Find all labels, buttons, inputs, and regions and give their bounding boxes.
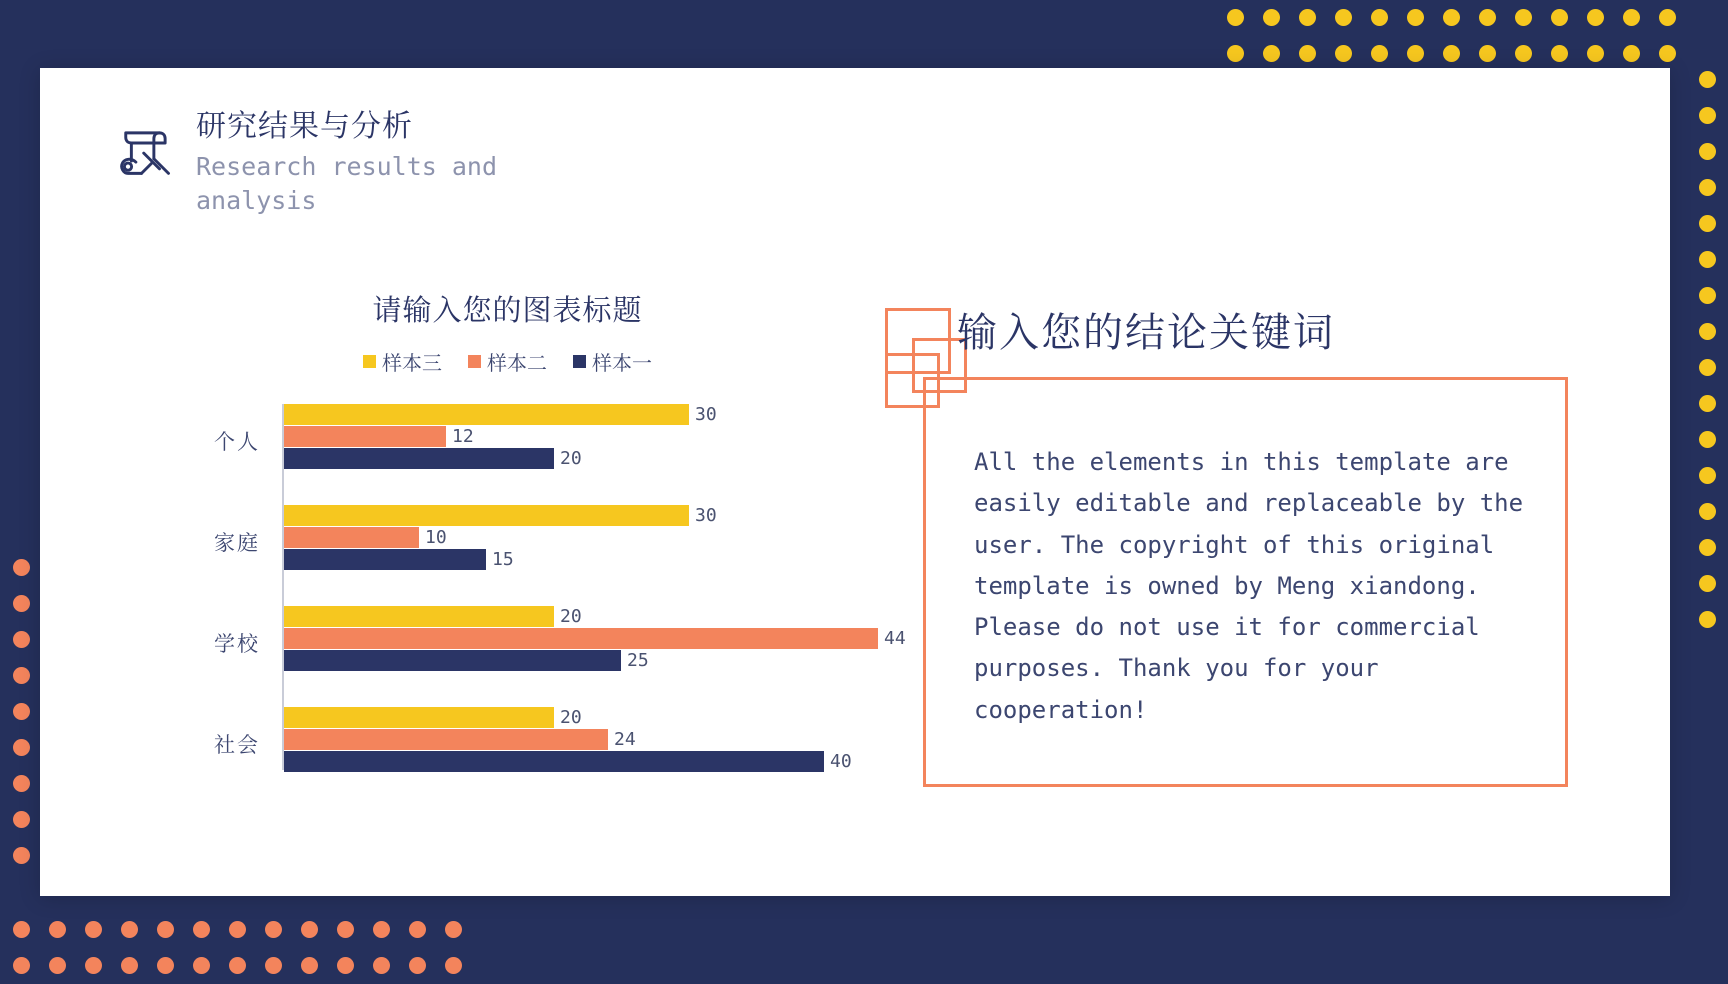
legend-label-sample3: 样本三 [382, 353, 442, 375]
conclusion-title: 输入您的结论关键词 [957, 311, 1335, 355]
decorative-dot [373, 921, 390, 938]
chart-bar-row [284, 707, 852, 728]
chart-bar-sample2[interactable] [284, 628, 878, 649]
chart-bar-value: 15 [492, 549, 514, 570]
chart-category-label: 家庭 [214, 532, 260, 555]
chart-bar-sample1[interactable] [284, 448, 554, 469]
decorative-dot [301, 921, 318, 938]
chart-bar-value: 30 [695, 505, 717, 526]
decorative-dot [337, 957, 354, 974]
chart-bar-row [284, 606, 906, 627]
decorative-dot [13, 847, 30, 864]
decorative-dot [1623, 9, 1640, 26]
decorative-dot [49, 921, 66, 938]
chart-category-group [110, 505, 870, 583]
chart-bar-sample3[interactable] [284, 404, 689, 425]
decorative-dot [121, 957, 138, 974]
slide-header [110, 108, 556, 219]
decorative-dot [373, 957, 390, 974]
legend-item[interactable] [573, 347, 652, 376]
decorative-dot [1699, 107, 1716, 124]
decorative-dot [13, 775, 30, 792]
conclusion-text-box[interactable] [923, 377, 1568, 787]
decorative-dot [409, 921, 426, 938]
chart-bar-row [284, 729, 852, 750]
chart-category-label: 社会 [214, 734, 260, 757]
legend-swatch-sample2 [468, 355, 481, 368]
chart-bar-row [284, 404, 717, 425]
decorative-dots-right-column [1690, 62, 1726, 638]
bar-chart [110, 288, 906, 772]
chart-bar-value: 20 [560, 707, 582, 728]
decorative-dot [1551, 9, 1568, 26]
decorative-dot [13, 667, 30, 684]
decorative-dot [1515, 9, 1532, 26]
decorative-dot [1699, 251, 1716, 268]
chart-legend [145, 347, 870, 376]
decorative-dot [1227, 9, 1244, 26]
decorative-dot [13, 921, 30, 938]
decorative-dot [301, 957, 318, 974]
chart-bars [284, 505, 717, 571]
decorative-dot [1371, 9, 1388, 26]
chart-bars [284, 606, 906, 672]
chart-bar-row [284, 505, 717, 526]
chart-title: 请输入您的图表标题 [372, 295, 643, 327]
decorative-dot [13, 703, 30, 720]
chart-bar-row [284, 751, 852, 772]
chart-bar-sample2[interactable] [284, 426, 446, 447]
chart-category-group [110, 404, 870, 482]
diploma-icon [110, 116, 182, 188]
decorative-dot [229, 957, 246, 974]
chart-plot-area [110, 404, 906, 772]
decorative-dot [13, 811, 30, 828]
decorative-dot [13, 739, 30, 756]
chart-bar-row [284, 628, 906, 649]
decorative-dot [1699, 431, 1716, 448]
chart-bars [284, 404, 717, 470]
chart-category-label: 学校 [214, 633, 260, 656]
decorative-dot [1659, 9, 1676, 26]
chart-bar-value: 30 [695, 404, 717, 425]
decorative-dot [1299, 9, 1316, 26]
legend-label-sample2: 样本二 [487, 353, 547, 375]
decorative-dot [1407, 45, 1424, 62]
decorative-dot [409, 957, 426, 974]
chart-bar-value: 10 [425, 527, 447, 548]
decorative-dot [1659, 45, 1676, 62]
chart-bar-value: 40 [830, 751, 852, 772]
decorative-dot [13, 957, 30, 974]
decorative-dot [1699, 143, 1716, 160]
chart-bars [284, 707, 852, 773]
decorative-dot [1335, 45, 1352, 62]
decorative-dot [1699, 179, 1716, 196]
decorative-dot [13, 559, 30, 576]
decorative-dot [265, 957, 282, 974]
decorative-dot [157, 957, 174, 974]
chart-bar-value: 44 [884, 628, 906, 649]
slide-card [40, 68, 1670, 896]
chart-bar-sample2[interactable] [284, 527, 419, 548]
legend-label-sample1: 样本一 [592, 353, 652, 375]
decorative-dot [1299, 45, 1316, 62]
chart-bar-row [284, 448, 717, 469]
legend-swatch-sample1 [573, 355, 586, 368]
chart-bar-value: 12 [452, 426, 474, 447]
decorative-dot [1699, 503, 1716, 520]
decorative-dots-bottom-left [4, 912, 472, 984]
decorative-dot [1407, 9, 1424, 26]
chart-bar-value: 20 [560, 448, 582, 469]
decorative-dot [13, 631, 30, 648]
chart-bar-sample3[interactable] [284, 505, 689, 526]
decorative-dots-top-right [1218, 0, 1686, 72]
decorative-dot [1699, 215, 1716, 232]
decorative-dot [265, 921, 282, 938]
decorative-dot [1551, 45, 1568, 62]
decorative-dot [85, 957, 102, 974]
chart-bar-sample3[interactable] [284, 606, 554, 627]
decorative-dot [1699, 611, 1716, 628]
decorative-dot [445, 957, 462, 974]
chart-bar-row [284, 527, 717, 548]
decorative-dot [1587, 9, 1604, 26]
decorative-dot [1479, 9, 1496, 26]
chart-category-group [110, 606, 906, 684]
chart-bar-row [284, 549, 717, 570]
decorative-dot [157, 921, 174, 938]
decorative-dot [1227, 45, 1244, 62]
decorative-dot [1515, 45, 1532, 62]
chart-bar-row [284, 650, 906, 671]
decorative-dots-left-column [4, 550, 40, 874]
legend-item[interactable] [363, 347, 442, 376]
decorative-dot [1587, 45, 1604, 62]
conclusion-body-text: All the elements in this template are easily editable and replaceable by the user. The copyright of this original template is owned by Meng xiandong. Please do not use it for commercial purposes. Thank you for your cooperation! [974, 448, 1524, 724]
decorative-dot [337, 921, 354, 938]
decorative-dot [1699, 359, 1716, 376]
decorative-dot [13, 595, 30, 612]
decorative-dot [193, 957, 210, 974]
chart-bar-row [284, 426, 717, 447]
chart-category-label: 个人 [214, 431, 260, 454]
chart-bar-value: 25 [627, 650, 649, 671]
chart-bar-sample1[interactable] [284, 549, 486, 570]
decorative-dot [121, 921, 138, 938]
chart-bar-sample2[interactable] [284, 729, 608, 750]
decorative-dot [49, 957, 66, 974]
decorative-dot [1335, 9, 1352, 26]
chart-bar-sample1[interactable] [284, 650, 621, 671]
decorative-dot [1263, 45, 1280, 62]
decorative-dot [1443, 9, 1460, 26]
legend-swatch-sample3 [363, 355, 376, 368]
decorative-dot [1699, 323, 1716, 340]
decorative-dot [193, 921, 210, 938]
chart-bar-value: 20 [560, 606, 582, 627]
decorative-dot [1623, 45, 1640, 62]
decorative-dot [1699, 287, 1716, 304]
decorative-dot [1443, 45, 1460, 62]
decorative-dot [445, 921, 462, 938]
decorative-dot [1263, 9, 1280, 26]
page-title: 研究结果与分析 [196, 110, 413, 143]
decorative-dot [1699, 467, 1716, 484]
decorative-dot [1699, 71, 1716, 88]
legend-item[interactable] [468, 347, 547, 376]
decorative-dot [229, 921, 246, 938]
decorative-dot [1699, 395, 1716, 412]
chart-bar-sample1[interactable] [284, 751, 824, 772]
chart-category-group [110, 707, 870, 785]
decorative-dot [1699, 575, 1716, 592]
decorative-dot [1479, 45, 1496, 62]
decorative-dot [85, 921, 102, 938]
decorative-dot [1371, 45, 1388, 62]
page-subtitle: Research results and analysis [196, 151, 498, 215]
chart-bar-sample3[interactable] [284, 707, 554, 728]
decorative-dot [1699, 539, 1716, 556]
chart-bar-value: 24 [614, 729, 636, 750]
